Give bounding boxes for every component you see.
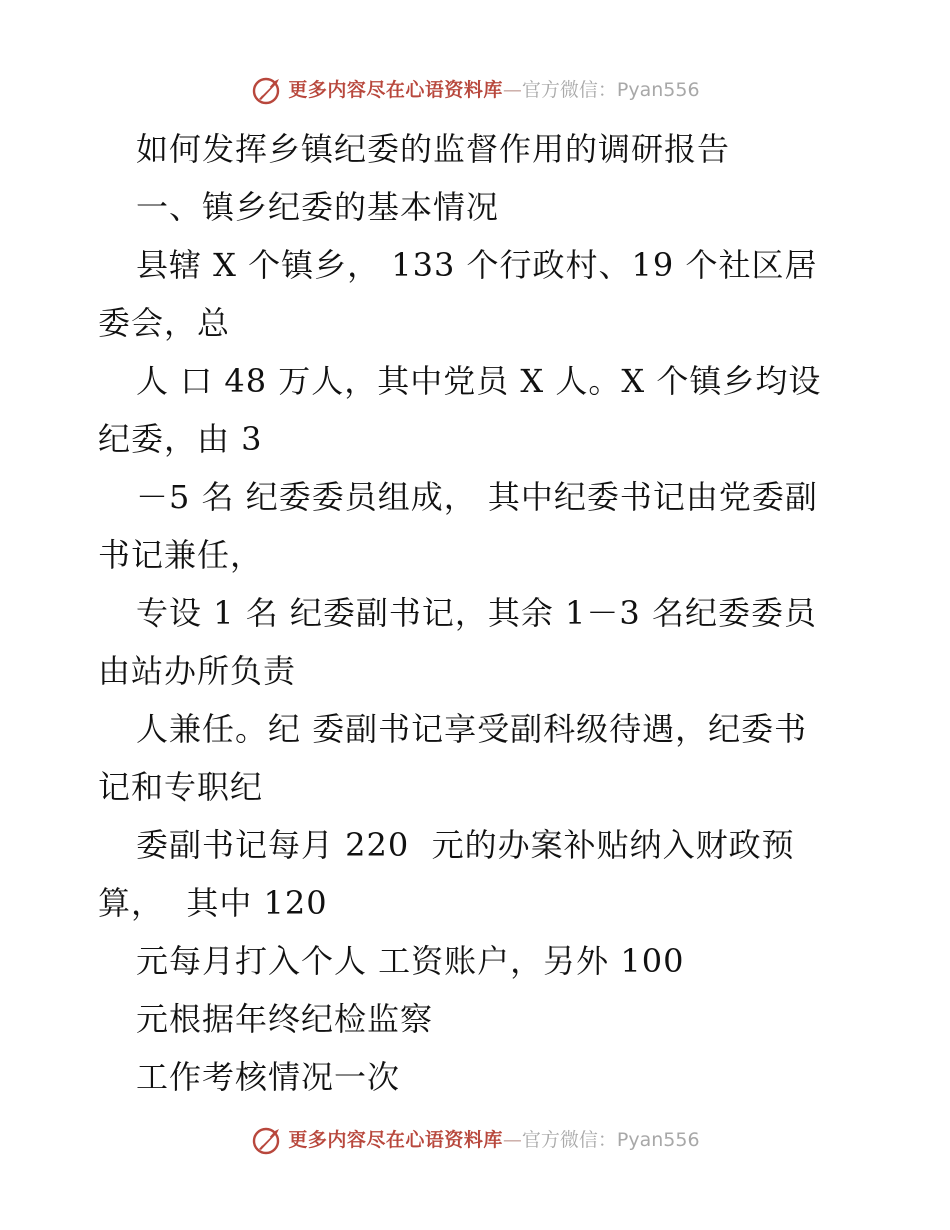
paragraph-line: 委会，总 [98, 304, 231, 342]
paragraph-line: 工作考核情况一次 [136, 1058, 401, 1096]
quill-logo-icon [250, 73, 284, 107]
banner-wechat-text: 官方微信：Pyan556 [521, 78, 700, 101]
paragraph-line: －5 名 纪委委员组成， 其中纪委书记由党委副 [136, 478, 818, 516]
paragraph-line: 由站办所负责 [98, 652, 297, 690]
paragraph-line: 元每月打入个人 工资账户，另外 100 [136, 942, 685, 980]
banner-dash: — [502, 1128, 522, 1151]
header-banner [0, 68, 950, 112]
document-title: 如何发挥乡镇纪委的监督作用的调研报告 [136, 130, 731, 168]
paragraph-line: 县辖 X 个镇乡， 133 个行政村、19 个社区居 [136, 246, 818, 284]
quill-logo-icon [250, 1123, 284, 1157]
paragraph-line: 专设 1 名 纪委副书记，其余 1－3 名纪委委员 [136, 594, 817, 632]
section-heading: 一、镇乡纪委的基本情况 [136, 188, 500, 226]
paragraph-line: 委副书记每月 220 元的办案补贴纳入财政预 [136, 826, 795, 864]
paragraph-line: 书记兼任， [98, 536, 264, 574]
banner-dash: — [502, 78, 522, 101]
banner-brand-text: 更多内容尽在心语资料库 [288, 78, 503, 101]
paragraph-line: 元根据年终纪检监察 [136, 1000, 434, 1038]
document-body [98, 120, 858, 1106]
paragraph-line: 算， 其中 120 [98, 884, 328, 922]
banner-wechat-text: 官方微信：Pyan556 [521, 1128, 700, 1151]
paragraph-line: 纪委，由 3 [98, 420, 263, 458]
paragraph-line: 记和专职纪 [98, 768, 264, 806]
footer-banner [0, 1118, 950, 1162]
banner-brand-text: 更多内容尽在心语资料库 [288, 1128, 503, 1151]
paragraph-line: 人 口 48 万人，其中党员 X 人。X 个镇乡均设 [136, 362, 822, 400]
paragraph-line: 人兼任。纪 委副书记享受副科级待遇，纪委书 [136, 710, 808, 748]
